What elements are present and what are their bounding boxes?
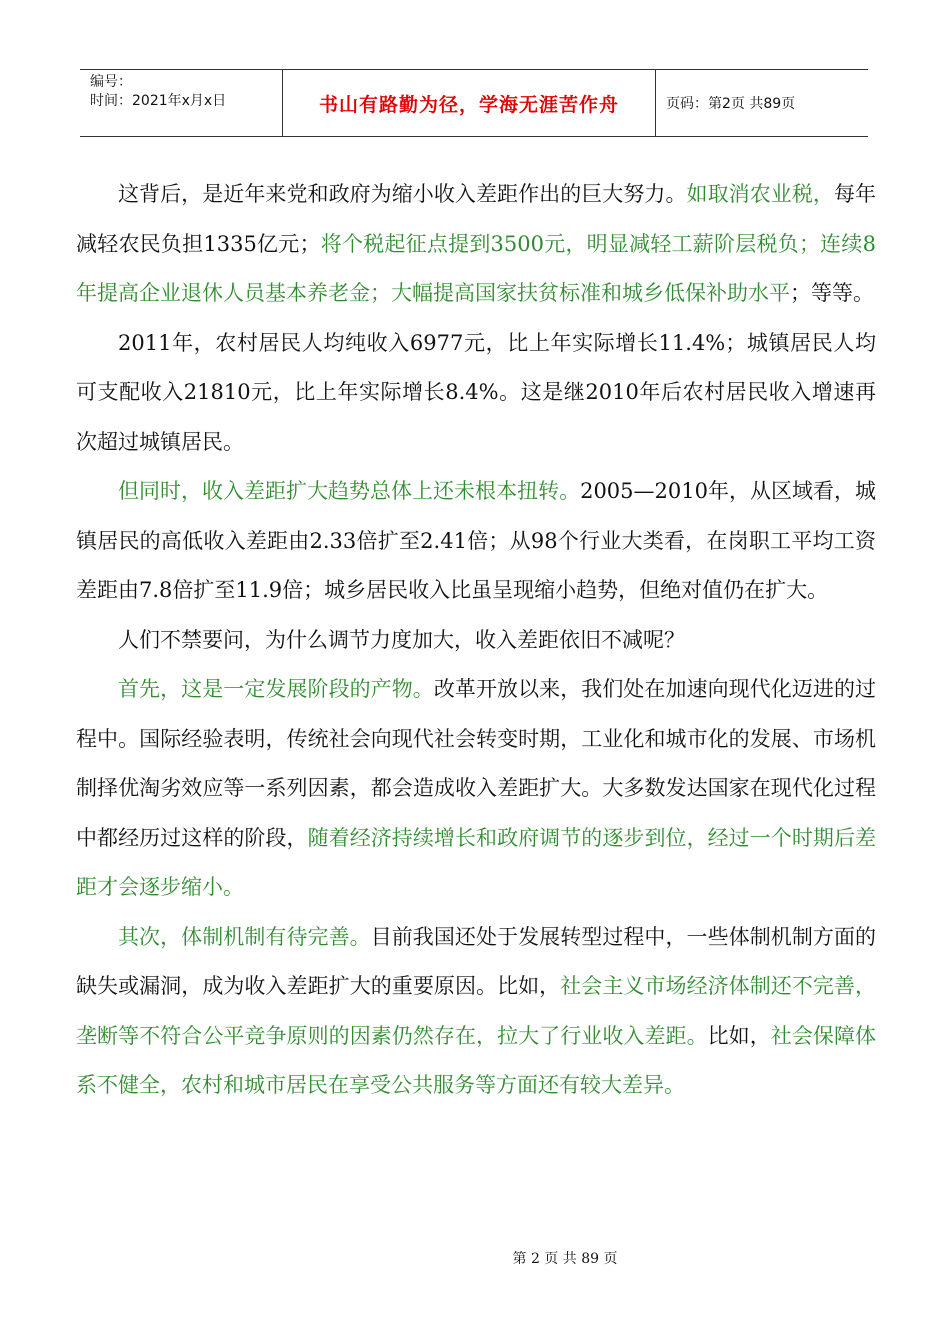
highlighted-text: 首先，这是一定发展阶段的产物。 xyxy=(118,677,434,701)
body-text-run: 人们不禁要问，为什么调节力度加大，收入差距依旧不减呢？ xyxy=(118,627,685,652)
header-motto-cell xyxy=(283,70,656,136)
body-text-run: 2011年，农村居民人均纯收入6977元，比上年实际增长11.4%；城镇居民人均可支配收入21810元，比上年实际增长8.4%。这是继2010年后农村居民收入增速再次超过城镇居民。 xyxy=(76,330,876,454)
header-page-number: 页码：第2页 共89页 xyxy=(666,96,796,112)
paragraph xyxy=(76,170,876,319)
header-meta xyxy=(80,70,283,136)
body-text-run: 比如， xyxy=(707,1023,771,1048)
highlighted-text: 但同时，收入差距扩大趋势总体上还未根本扭转。 xyxy=(118,479,581,503)
document-body xyxy=(76,170,876,1111)
body-text-run: 目前我国还处于发展转型过程中，一些体制机制方面的缺失或漏洞，成为收入差距扩大的重要原因。比如， xyxy=(76,924,876,998)
highlighted-text: 如取消农业税， xyxy=(686,182,834,206)
body-text-run: 改革开放以来，我们处在加速向现代化迈进的过程中。国际经验表明，传统社会向现代社会转变时期，工业化和城市化的发展、市场机制择优淘劣效应等一系列因素，都会造成收入差距扩大。大多数发达国家在现代化过程中都经历过这样的阶段， xyxy=(76,677,877,850)
body-text-run: 每年减轻农民负担1335亿元； xyxy=(76,182,877,256)
paragraph xyxy=(76,616,876,666)
highlighted-text: 将个税起征点提到3500元，明显减轻工薪阶层税负；连续8年提高企业退休人员基本养老金；大幅提高国家扶贫标准和城乡低保补助水平 xyxy=(76,231,876,305)
highlighted-text: 社会保障体系不健全，农村和城市居民在享受公共服务等方面还有较大差异。 xyxy=(76,1023,877,1097)
page-footer xyxy=(0,1248,950,1268)
footer-page-number: 第 2 页 共 89 页 xyxy=(512,1251,618,1267)
paragraph xyxy=(76,319,876,468)
header-page-cell xyxy=(656,70,868,136)
document-number-label: 编号： xyxy=(90,74,132,90)
header-motto: 书山有路勤为径，学海无涯苦作舟 xyxy=(318,93,619,116)
document-date-label: 时间：2021年x月x日 xyxy=(90,93,227,109)
page-header xyxy=(80,69,868,137)
paragraph xyxy=(76,913,876,1111)
paragraph xyxy=(76,665,876,913)
body-text-run: 2005—2010年，从区域看，城镇居民的高低收入差距由2.33倍扩至2.41倍；从98个行业大类看，在岗职工平均工资差距由7.8倍扩至11.9倍；城乡居民收入比虽呈现缩小趋势，但绝对值仍在扩大。 xyxy=(76,479,876,602)
paragraph xyxy=(76,467,876,616)
highlighted-text: 其次，体制机制有待完善。 xyxy=(118,924,371,949)
highlighted-text: 随着经济持续增长和政府调节的逐步到位，经过一个时期后差距才会逐步缩小。 xyxy=(76,825,876,899)
body-text-run: ；等等。 xyxy=(790,281,874,305)
body-text-run: 这背后，是近年来党和政府为缩小收入差距作出的巨大努力。 xyxy=(118,182,687,206)
highlighted-text: 社会主义市场经济体制还不完善，垄断等不符合公平竞争原则的因素仍然存在，拉大了行业收入差距。 xyxy=(76,974,877,1048)
